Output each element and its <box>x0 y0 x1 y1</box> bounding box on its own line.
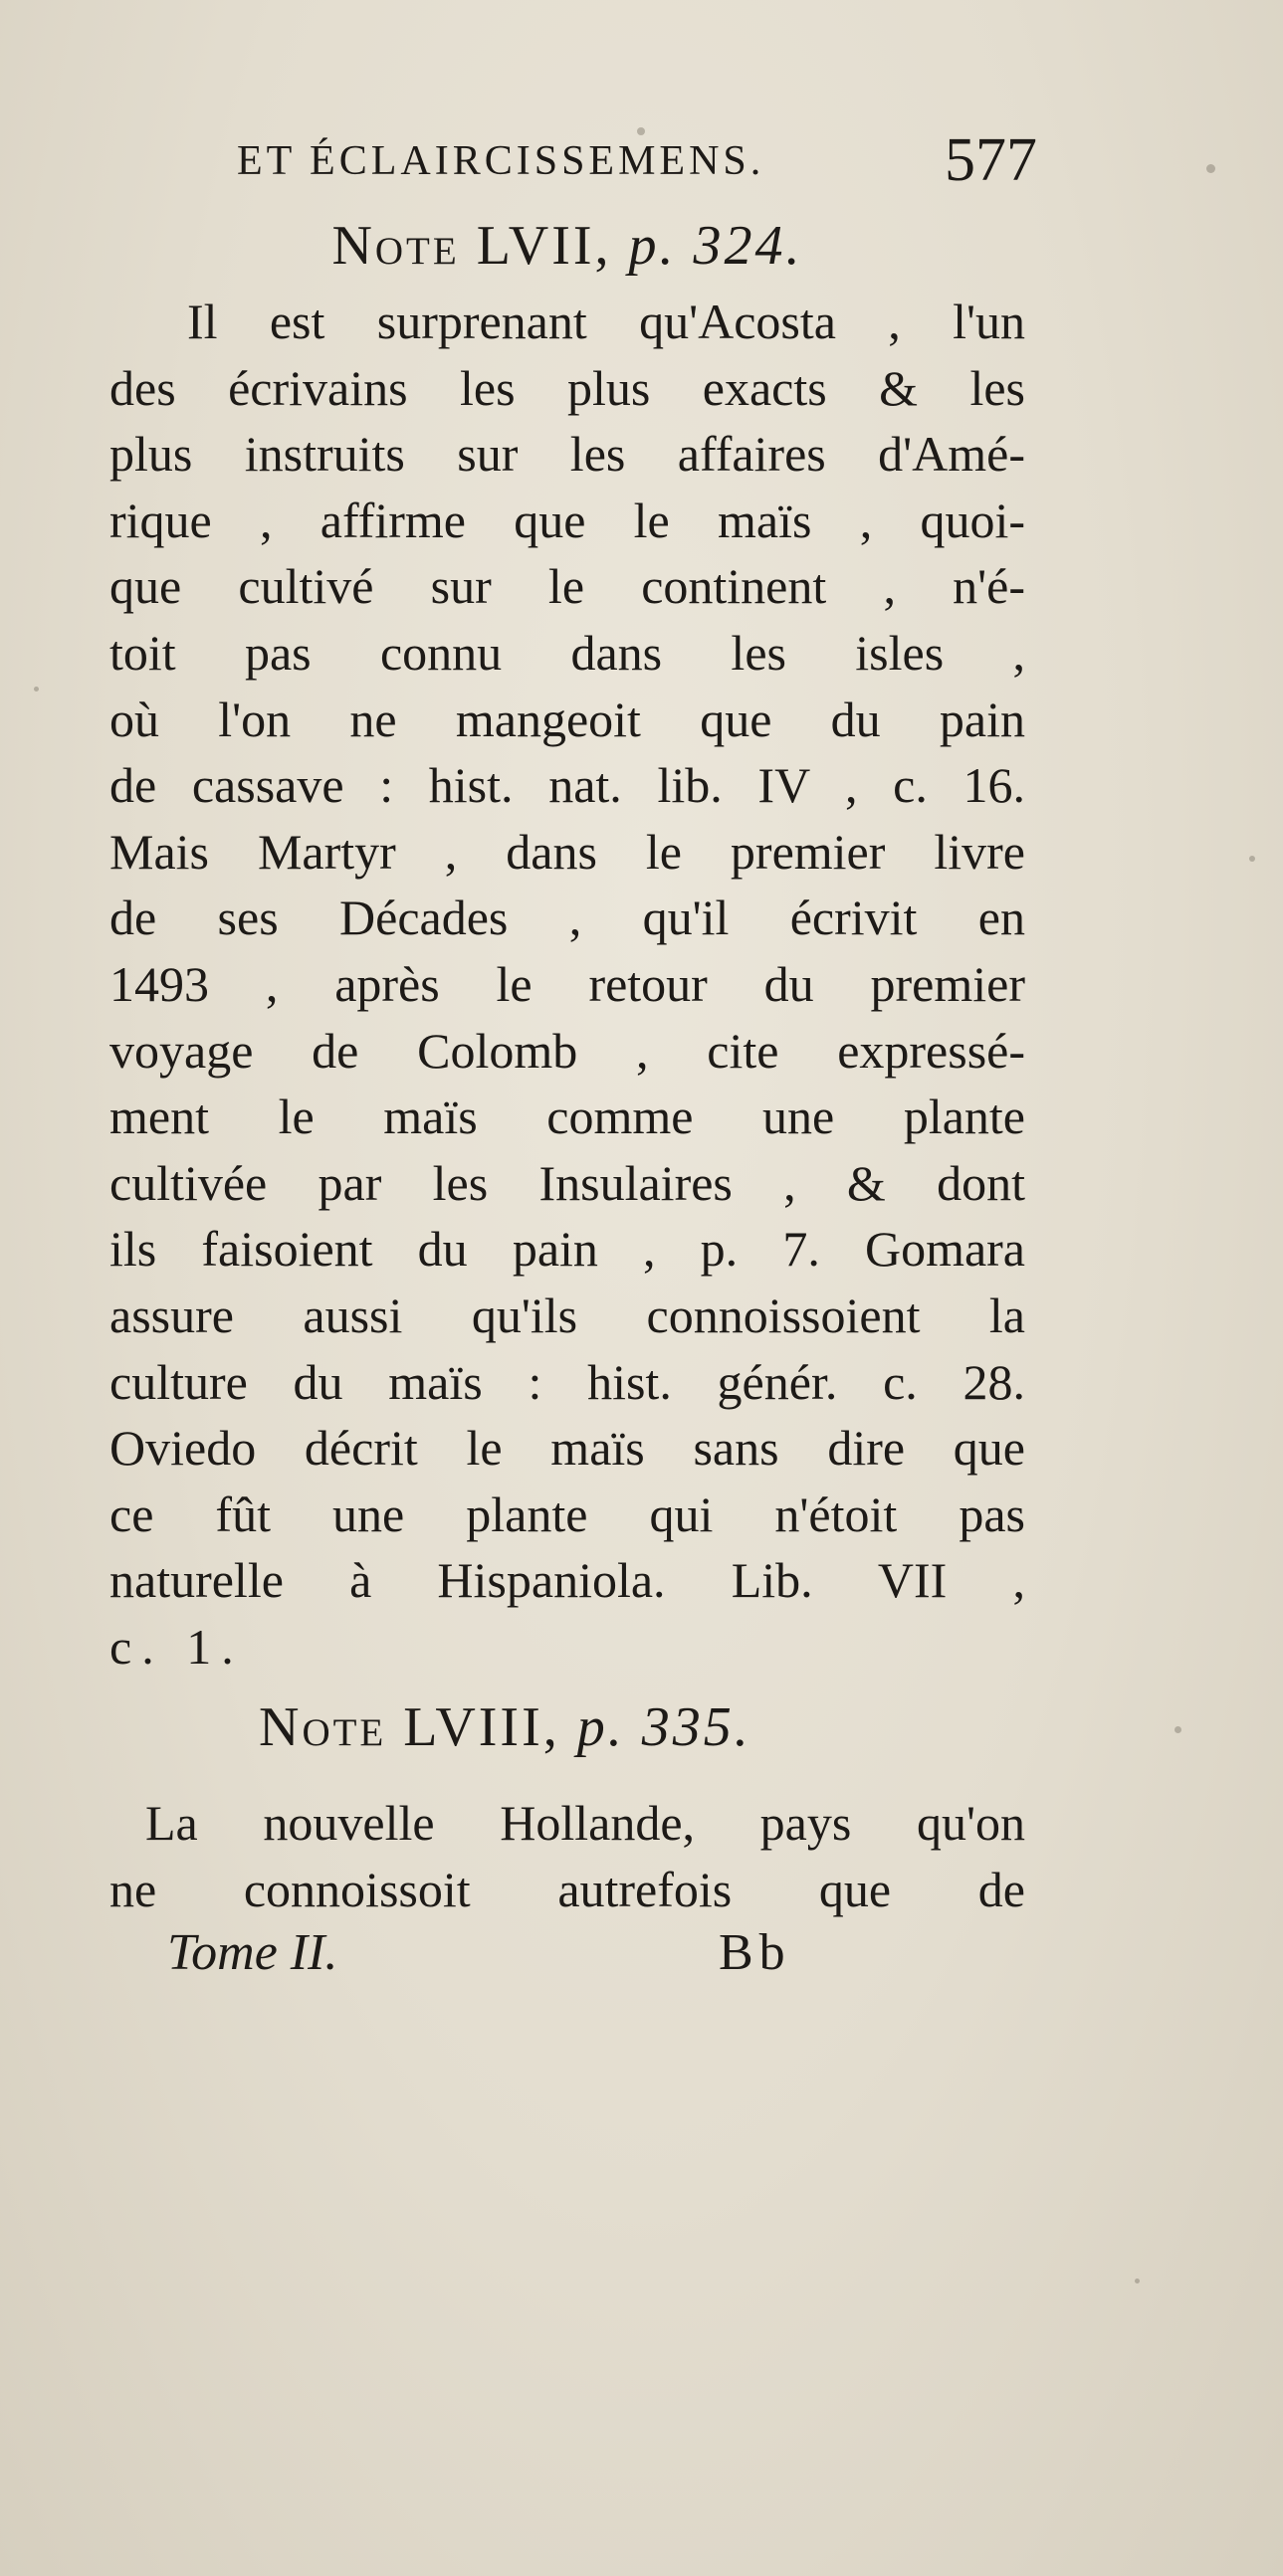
text-line: ce fût une plante qui n'étoit pas <box>109 1486 1025 1542</box>
text-line: plus instruits sur les affaires d'Amé- <box>109 426 1025 483</box>
note-heading <box>109 204 1025 289</box>
signature-mark: Bb <box>719 1923 791 1981</box>
paper-speck <box>1175 1726 1181 1733</box>
note-page-ref: p. 324. <box>628 215 803 277</box>
page-footer <box>109 1923 1025 1993</box>
paper-speck <box>1249 856 1255 862</box>
text-line: c. 1. <box>109 1618 244 1675</box>
volume-label: Tome II. <box>167 1923 338 1981</box>
text-line: que cultivé sur le continent , n'é- <box>109 558 1025 615</box>
text-line: Il est surprenant qu'Acosta , l'un <box>187 294 1025 349</box>
text-line: Mais Martyr , dans le premier livre <box>109 823 1025 880</box>
text-line: culture du maïs : hist. génér. c. 28. <box>109 1353 1025 1410</box>
note-label: Note <box>331 215 460 277</box>
text-line: de cassave : hist. nat. lib. IV , c. 16. <box>109 757 1025 814</box>
note-body <box>109 289 1025 1680</box>
note-number: LVIII, <box>403 1696 560 1759</box>
note-body <box>109 1790 1025 1922</box>
text-line: toit pas connu dans les isles , <box>109 624 1025 681</box>
page-number: 577 <box>945 126 1037 194</box>
note-label: Note <box>259 1696 387 1759</box>
text-line: 1493 , après le retour du premier <box>109 955 1025 1012</box>
note-page-ref: p. 335. <box>576 1696 751 1759</box>
note-heading <box>109 1685 1025 1770</box>
text-line: cultivée par les Insulaires , & dont <box>109 1154 1025 1211</box>
text-line: ils faisoient du pain , p. 7. Gomara <box>109 1221 1025 1278</box>
running-head <box>109 119 1037 204</box>
paper-speck <box>1206 164 1215 173</box>
text-line: Oviedo décrit le maïs sans dire que <box>109 1420 1025 1477</box>
text-line: ment le maïs comme une plante <box>109 1089 1025 1145</box>
text-line: de ses Décades , qu'il écrivit en <box>109 890 1025 946</box>
text-line: voyage de Colomb , cite expressé- <box>109 1022 1025 1079</box>
text-line: où l'on ne mangeoit que du pain <box>109 691 1025 747</box>
text-block <box>109 119 1037 1993</box>
note-number: LVII, <box>476 215 612 277</box>
running-title: ET ÉCLAIRCISSEMENS. <box>237 138 765 184</box>
text-line: rique , affirme que le maïs , quoi- <box>109 492 1025 548</box>
paper-speck <box>34 687 39 692</box>
text-line: ne connoissoit autrefois que de <box>109 1862 1025 1918</box>
spacer <box>109 1770 1025 1790</box>
text-line: assure aussi qu'ils connoissoient la <box>109 1287 1025 1343</box>
paper-speck <box>1135 2279 1140 2283</box>
text-line: La nouvelle Hollande, pays qu'on <box>145 1795 1025 1852</box>
text-line: naturelle à Hispaniola. Lib. VII , <box>109 1552 1025 1609</box>
text-line: des écrivains les plus exacts & les <box>109 359 1025 416</box>
